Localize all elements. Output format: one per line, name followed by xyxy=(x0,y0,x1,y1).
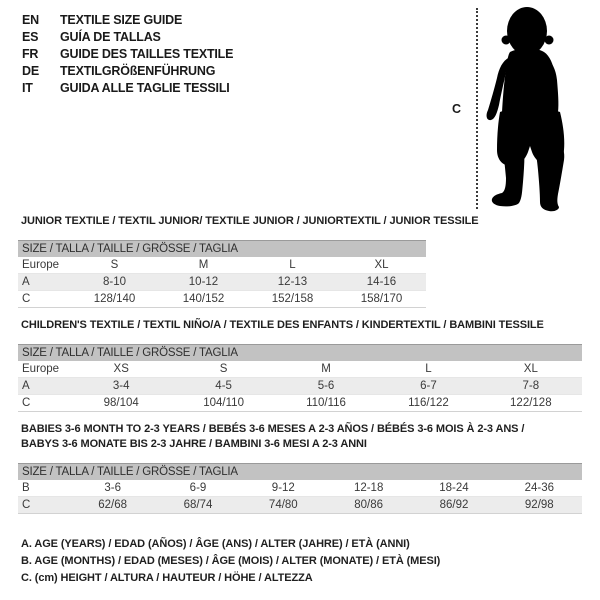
table-cell: 7-8 xyxy=(522,380,540,392)
table-cell: S xyxy=(110,259,119,271)
table-header: SIZE / TALLA / TAILLE / GRÖSSE / TAGLIA xyxy=(18,463,582,480)
language-row-en xyxy=(22,12,233,29)
table-header: SIZE / TALLA / TAILLE / GRÖSSE / TAGLIA xyxy=(18,344,582,361)
row-label: A xyxy=(22,380,30,392)
table-cell: 68/74 xyxy=(183,499,213,511)
legend xyxy=(21,536,440,587)
row-label: C xyxy=(22,397,31,409)
section-title-line: JUNIOR TEXTILE / TEXTIL JUNIOR/ TEXTILE JUNIOR / JUNIORTEXTIL / JUNIOR TESSILE xyxy=(21,215,479,227)
table-cell: M xyxy=(198,259,209,271)
language-code: DE xyxy=(22,64,39,78)
babies-size-table xyxy=(18,463,582,514)
table-cell: 10-12 xyxy=(188,276,219,288)
language-code: IT xyxy=(22,81,33,95)
table-cell: 4-5 xyxy=(215,380,232,392)
section-title xyxy=(18,318,582,333)
section-title-line: BABYS 3-6 MONATE BIS 2-3 JAHRE / BAMBINI 3-6 MESI A 2-3 ANNI xyxy=(21,438,367,450)
section-children xyxy=(18,318,582,412)
row-label: Europe xyxy=(22,259,60,271)
language-label: TEXTILE SIZE GUIDE xyxy=(60,13,183,27)
height-measure-label: C xyxy=(452,102,462,116)
height-measure-dotted-line xyxy=(476,8,478,209)
section-title xyxy=(18,422,582,452)
table-cell: XS xyxy=(113,363,129,375)
language-code: FR xyxy=(22,47,39,61)
table-row-age xyxy=(18,274,426,291)
legend-line-c: C. (cm) HEIGHT / ALTURA / HAUTEUR / HÖHE / ALTEZZA xyxy=(21,572,313,584)
table-cell: 6-9 xyxy=(189,482,207,494)
table-cell: L xyxy=(425,363,432,375)
table-cell: 158/170 xyxy=(360,293,403,305)
table-cell: 92/98 xyxy=(524,499,554,511)
table-cell: 98/104 xyxy=(103,397,139,409)
legend-line-b: B. AGE (MONTHS) / EDAD (MESES) / ÂGE (MOIS) / ALTER (MONATE) / ETÀ (MESI) xyxy=(21,555,441,567)
table-cell: 5-6 xyxy=(317,380,335,392)
table-cell: 3-4 xyxy=(112,380,130,392)
language-label: GUIDA ALLE TAGLIE TESSILI xyxy=(60,81,230,95)
table-cell: S xyxy=(219,363,228,375)
table-cell: 104/110 xyxy=(203,397,244,409)
table-cell: 80/86 xyxy=(354,499,384,511)
table-cell: 8-10 xyxy=(102,276,127,288)
table-row-height xyxy=(18,395,582,412)
table-cell: XL xyxy=(523,363,538,375)
figure xyxy=(440,0,600,215)
children-size-table xyxy=(18,344,582,412)
table-cell: 24-36 xyxy=(524,482,555,494)
language-list xyxy=(22,12,233,97)
table-cell: 3-6 xyxy=(104,482,121,494)
section-title-line: BABIES 3-6 MONTH TO 2-3 YEARS / BEBÉS 3-6 MESES A 2-3 AÑOS / BÉBÉS 3-6 MOIS À 2-3 ANS / xyxy=(21,423,525,435)
section-title xyxy=(18,214,479,229)
table-row-age-months xyxy=(18,480,582,497)
table-cell: 12-13 xyxy=(277,276,308,288)
table-row-europe xyxy=(18,361,582,378)
table-cell: 152/158 xyxy=(271,293,314,305)
table-row-height xyxy=(18,497,582,514)
table-header: SIZE / TALLA / TAILLE / GRÖSSE / TAGLIA xyxy=(18,240,426,257)
language-code: ES xyxy=(22,30,39,44)
table-cell: 18-24 xyxy=(439,482,469,494)
table-cell: 122/128 xyxy=(510,397,552,409)
table-cell: XL xyxy=(374,259,389,271)
row-label: Europe xyxy=(22,363,60,375)
language-row-fr xyxy=(22,46,233,63)
row-label: C xyxy=(22,293,31,305)
table-row-height xyxy=(18,291,426,308)
language-row-es xyxy=(22,29,233,46)
table-cell: M xyxy=(321,363,331,375)
section-babies xyxy=(18,422,582,514)
language-code: EN xyxy=(22,13,39,27)
table-cell: L xyxy=(289,259,296,271)
language-label: GUÍA DE TALLAS xyxy=(60,30,161,44)
table-cell: 86/92 xyxy=(439,499,469,511)
table-cell: 9-12 xyxy=(271,482,295,494)
row-label: C xyxy=(22,499,31,511)
language-label: GUIDE DES TAILLES TEXTILE xyxy=(60,47,234,61)
table-cell: 62/68 xyxy=(98,499,128,511)
table-cell: 14-16 xyxy=(366,276,397,288)
table-cell: 128/140 xyxy=(93,293,136,305)
table-cell: 116/122 xyxy=(408,397,449,409)
table-row-age xyxy=(18,378,582,395)
table-cell: 74/80 xyxy=(268,499,298,511)
row-label: A xyxy=(22,276,30,288)
section-junior xyxy=(18,214,479,308)
toddler-silhouette-icon xyxy=(480,0,600,215)
junior-size-table xyxy=(18,240,426,308)
legend-line-a: A. AGE (YEARS) / EDAD (AÑOS) / ÂGE (ANS) / ALTER (JAHRE) / ETÀ (ANNI) xyxy=(21,538,410,550)
table-cell: 110/116 xyxy=(306,397,346,409)
table-cell: 140/152 xyxy=(182,293,225,305)
section-title-line: CHILDREN'S TEXTILE / TEXTIL NIÑO/A / TEXTILE DES ENFANTS / KINDERTEXTIL / BAMBINI TESSILE xyxy=(21,319,544,331)
language-row-de xyxy=(22,63,233,80)
language-label: TEXTILGRÖßENFÜHRUNG xyxy=(60,64,216,78)
row-label: B xyxy=(22,482,30,494)
language-row-it xyxy=(22,80,233,97)
table-cell: 6-7 xyxy=(420,380,437,392)
table-cell: 12-18 xyxy=(353,482,384,494)
table-row-europe xyxy=(18,257,426,274)
